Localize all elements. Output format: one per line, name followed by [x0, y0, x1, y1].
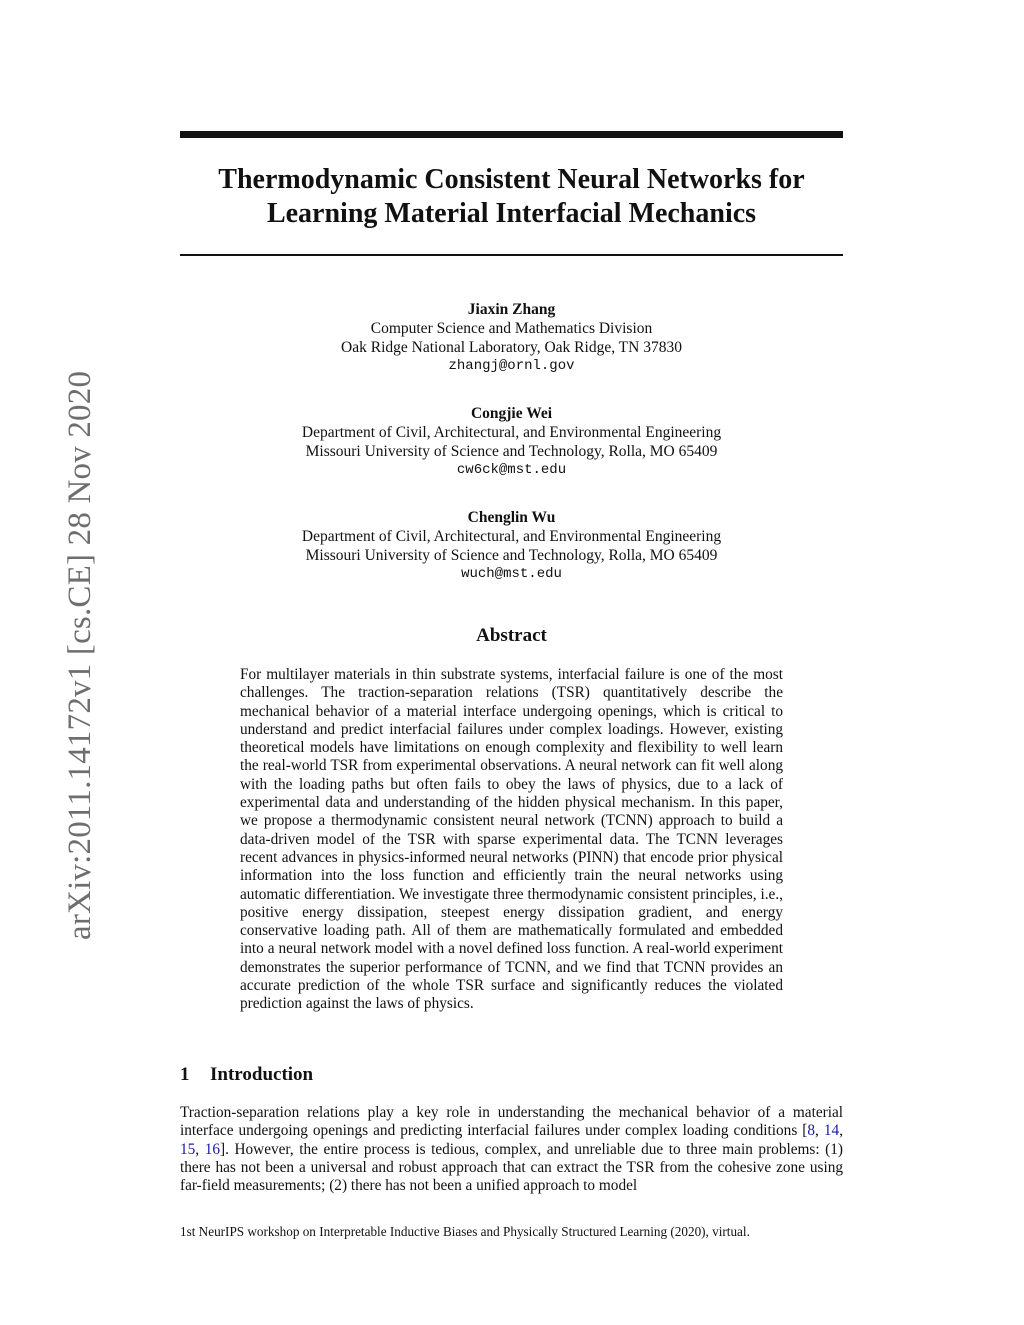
section-title: Introduction: [210, 1064, 314, 1085]
intro-text-start: Traction-separation relations play a key role in understanding the mechanical behavior of a material interface undergoing openings and predicting interfacial failures under complex loading conditions [: [180, 1104, 843, 1140]
author-email[interactable]: zhangj@ornl.gov: [448, 358, 575, 374]
title-top-rule: [180, 131, 843, 138]
author-entry: [180, 508, 843, 584]
author-name: Congjie Wei: [470, 405, 553, 422]
abstract-text: For multilayer materials in thin substrate systems, interfacial failure is one of the most challenges. The traction-separation relations (TSR) quantitatively describe the mechanical behavior of a material interface undergoing openings, which is critical to understand and predict interfacial failures under complex loadings. However, existing theoretical models have limitations on enough complexity and flexibility to well learn the real-world TSR from experimental observations. A neural network can fit well along with the loading paths but often fails to obey the laws of physics, due to a lack of experimental data and understanding of the hidden physical mechanism. In this paper, we propose a thermodynamic consistent neural network (TCNN) approach to build a data-driven model of the TSR with sparse experimental data. The TCNN leverages recent advances in physics-informed neural networks (PINN) that encode prior physical information into the loss function and efficiently train the neural networks using automatic differentiation. We investigate three thermodynamic consistent principles, i.e., positive energy dissipation, steepest energy dissipation gradient, and energy conservative loading path. All of them are mathematically formulated and embedded into a neural network model with a novel defined loss function. A real-world experiment demonstrates the superior performance of TCNN, and we find that TCNN provides an accurate prediction of the whole TSR surface and significantly reduces the violated prediction against the laws of physics.: [240, 666, 783, 1013]
section-number: 1: [180, 1064, 190, 1085]
author-affiliation: Computer Science and Mathematics Division: [370, 320, 653, 337]
paper-title: [180, 163, 843, 231]
author-name: Chenglin Wu: [467, 509, 556, 526]
author-affiliation: Missouri University of Science and Technology, Rolla, MO 65409: [305, 547, 718, 564]
venue-footnote: 1st NeurIPS workshop on Interpretable Inductive Biases and Physically Structured Learning (2020), virtual.: [180, 1224, 750, 1239]
author-block: [180, 300, 843, 612]
title-line-2: Learning Material Interfacial Mechanics: [266, 198, 757, 229]
author-email[interactable]: wuch@mst.edu: [461, 566, 562, 582]
author-entry: [180, 404, 843, 480]
citation-link[interactable]: 8: [807, 1122, 816, 1140]
introduction-text: Traction-separation relations play a key role in understanding the mechanical behavior of a material interface undergoing openings and predicting interfacial failures under complex loading conditions [8, 14, 15, 16]. However, the entire process is tedious, complex, and unreliable due to three main problems: (1) there has not been a universal and robust approach that can extract the TSR from the cohesive zone using far-field measurements; (2) there has not been a unified approach to model: [180, 1104, 844, 1195]
author-affiliation: Missouri University of Science and Technology, Rolla, MO 65409: [305, 443, 718, 460]
citation-link[interactable]: 15: [180, 1140, 196, 1158]
section-heading-introduction: [180, 1064, 843, 1086]
citation-link[interactable]: 16: [204, 1140, 220, 1158]
abstract-heading: Abstract: [476, 625, 547, 646]
author-entry: [180, 300, 843, 376]
intro-text-end: ]. However, the entire process is tedious, complex, and unreliable due to three main problems: (1) there has not been a universal and robust approach that can extract the TSR from the cohesive zone using far-field measurements; (2) there has not been a unified approach to model: [180, 1140, 843, 1195]
author-affiliation: Department of Civil, Architectural, and Environmental Engineering: [301, 528, 722, 545]
citation-link[interactable]: 14: [823, 1122, 840, 1140]
author-affiliation: Department of Civil, Architectural, and Environmental Engineering: [301, 424, 722, 441]
title-line-1: Thermodynamic Consistent Neural Networks for: [218, 164, 805, 195]
author-name: Jiaxin Zhang: [467, 301, 556, 318]
title-bottom-rule: [180, 254, 843, 256]
arxiv-sidebar-stamp: arXiv:2011.14172v1 [cs.CE] 28 Nov 2020: [62, 370, 98, 940]
author-email[interactable]: cw6ck@mst.edu: [456, 462, 567, 478]
author-affiliation: Oak Ridge National Laboratory, Oak Ridge, TN 37830: [341, 339, 682, 356]
